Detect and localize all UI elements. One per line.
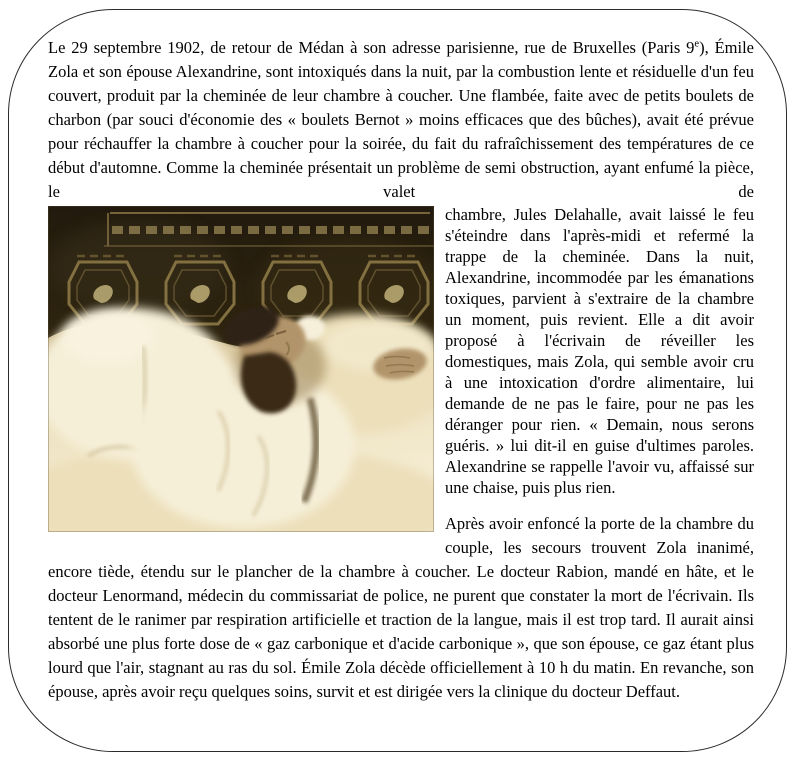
- paragraph-wrap-section: [48, 204, 754, 498]
- deathbed-photo-illustration: [48, 206, 434, 532]
- paragraph-aftermath: Après avoir enfoncé la porte de la chambre du couple, les secours trouvent Zola inanimé, encore tiède, étendu sur le plancher de la chambre à coucher. Le docteur Rabion, mandé en hâte, et le docteur Lenormand, médecin du commissariat de police, ne purent que constater la mort de l'écrivain. Ils tentent de le ranimer par respiration artificielle et traction de la langue, mais il est trop tard. Il aurait ainsi absorbé une plus forte dose de « gaz carbonique et d'acide carbonique », que son épouse, ce gaz étant plus lourd que l'air, stagnant au ras du sol. Émile Zola décède officiellement à 10 h du matin. En revanche, son épouse, après avoir reçu quelques soins, survit et est dirigée vers la clinique du docteur Deffaut.: [48, 514, 754, 701]
- paragraph-intro: [48, 36, 754, 204]
- document-body: [48, 36, 754, 704]
- paragraph-wrap-text: chambre, Jules Delahalle, avait laissé le feu s'éteindre dans l'après-midi et refermé la trappe de la cheminée. Dans la nuit, Alexandrine, incommodée par les émanations toxiques, parvient à s'extraire de la chambre un moment, puis revient. Elle a dit avoir proposé à l'écrivain de réveiller les domestiques, mais Zola, qui semble avoir cru à une intoxication d'ordre alimentaire, lui demande de ne pas le faire, pour ne pas les déranger pour rien. « Demain, nous serons guéris. » lui dit-il en guise d'ultimes paroles. Alexandrine se rappelle l'avoir vu, affaissé sur une chaise, puis plus rien.: [445, 205, 754, 497]
- paragraph-intro-text-a: Le 29 septembre 1902, de retour de Médan à son adresse parisienne, rue de Bruxelles (Paris 9: [48, 38, 695, 57]
- superscript-e: e: [694, 38, 700, 50]
- paragraph-intro-text-b: ), Émile Zola et son épouse Alexandrine, sont intoxiqués dans la nuit, par la combustion lente et résiduelle d'un feu couvert, produit par la cheminée de leur chambre à coucher. Une flambée, faite avec de petits boulets de charbon (par souci d'économie des « boulets Bernot » moins efficaces que des bûches), avait été prévue pour réchauffer la chambre à coucher pour la soirée, du fait du rafraîchissement des températures de ce début d'automne. Comme la cheminée présentait un problème de semi obstruction, ayant enfumé la pièce, le valet de: [48, 38, 754, 201]
- deathbed-photograph: [48, 206, 434, 532]
